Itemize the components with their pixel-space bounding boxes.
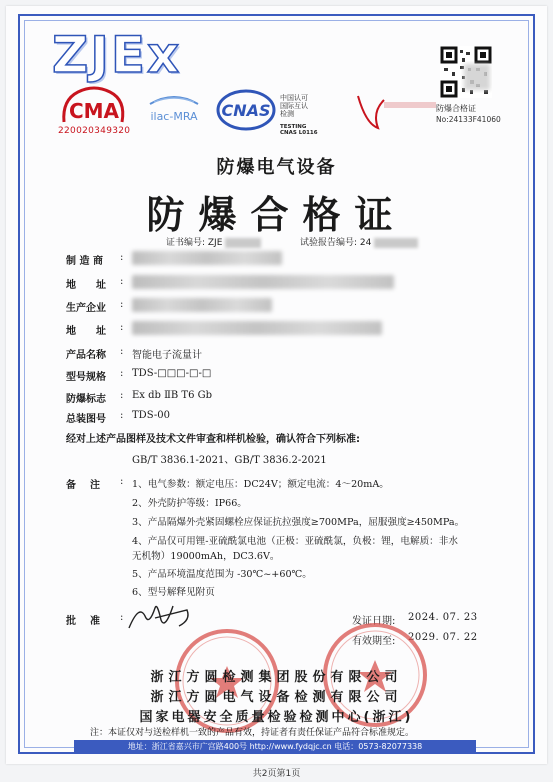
note-item: 无机物）19000mAh，DC3.6V。	[132, 551, 280, 562]
brand-logo: ZJEx	[52, 26, 182, 84]
contact-address-bar: 地址：浙江省嘉兴市广宫路400号 http://www.fydqjc.cn 电话：0573-82077338	[74, 740, 476, 754]
svg-text:CMA: CMA	[68, 99, 120, 123]
redacted-producer-address	[132, 321, 382, 335]
page-indicator: 共2页第1页	[252, 769, 301, 779]
field-label-producer-address: 地 址	[66, 326, 106, 337]
issuing-organization: 浙江方圆电气设备检测有限公司	[150, 690, 403, 705]
document-title: 防爆合格证	[146, 193, 407, 237]
expiry-date-label: 有效期至:	[352, 636, 396, 647]
expiry-date: 2029. 07. 22	[408, 632, 478, 643]
document-subtitle: 防爆电气设备	[216, 157, 337, 178]
redacted-value	[374, 238, 418, 248]
redacted-producer	[132, 298, 272, 312]
field-label-ex-marking: 防爆标志	[66, 394, 106, 405]
issuing-organization: 国家电器安全质量检验检测中心(浙江)	[139, 710, 414, 725]
note-item: 3、产品隔爆外壳紧固螺栓应保证抗拉强度≥700MPa，屈服强度≥450MPa。	[132, 517, 465, 528]
drawing-number: TDS-00	[132, 410, 171, 421]
certification-swoosh-icon	[354, 88, 444, 132]
field-label-producer: 生产企业	[66, 303, 106, 314]
model-spec: TDS-□□□-□-□	[132, 368, 212, 379]
note-item: 4、产品仅可用锂-亚硫酰氯电池（正极：亚硫酰氯，负极：锂，电解质：非水	[132, 536, 458, 547]
certificate-number: 证书编号: ZJE	[166, 235, 261, 248]
ex-marking: Ex db ⅡB T6 Gb	[132, 390, 213, 401]
issuing-organization: 浙江方圆检测集团股份有限公司	[150, 670, 403, 685]
cnas-lab-code: TESTING CNAS L0116	[280, 124, 318, 136]
cnas-caption: 中国认可 国际互认 检测	[280, 94, 308, 118]
compliance-statement: 经对上述产品图样及技术文件审查和样机检验，确认符合下列标准:	[66, 434, 360, 445]
field-label-product-name: 产品名称	[66, 350, 106, 361]
validity-footnote: 注：本证仅对与送检样机一致的产品有效，持证者有责任保证产品符合标准规定。	[90, 728, 415, 738]
field-label-manufacturer: 制 造 商	[66, 256, 103, 267]
accreditation-logos	[58, 82, 438, 138]
field-label-address: 地 址	[66, 280, 106, 291]
ilac-mra-logo-icon	[144, 90, 204, 130]
cma-number: 220020349320	[58, 126, 131, 136]
qr-number: No:24133F41060	[436, 115, 501, 124]
qr-code-icon	[440, 46, 492, 98]
svg-text:ilac-MRA: ilac-MRA	[150, 110, 198, 123]
note-item: 2、外壳防护等级：IP66。	[132, 498, 247, 509]
notes-label: 备注	[66, 480, 114, 491]
standards: GB/T 3836.1-2021、GB/T 3836.2-2021	[132, 455, 327, 466]
redacted-value	[225, 238, 261, 248]
field-label-drawing-no: 总装图号	[66, 414, 106, 425]
product-name: 智能电子流量计	[132, 350, 202, 361]
redacted-address	[132, 275, 394, 289]
redacted-manufacturer	[132, 251, 282, 265]
approve-label: 批准	[66, 616, 114, 627]
svg-text:CNAS: CNAS	[221, 101, 271, 120]
qr-caption: 防爆合格证	[436, 104, 476, 113]
note-item: 5、产品环境温度范围为 -30℃~+60℃。	[132, 569, 312, 580]
issue-date-label: 发证日期:	[352, 616, 396, 627]
field-label-model: 型号规格	[66, 372, 106, 383]
report-number: 试验报告编号: 24	[300, 235, 418, 248]
note-item: 6、型号解释见附页	[132, 587, 215, 598]
issue-date: 2024. 07. 23	[408, 612, 478, 623]
note-item: 1、电气参数：额定电压：DC24V；额定电流：4～20mA。	[132, 479, 389, 490]
